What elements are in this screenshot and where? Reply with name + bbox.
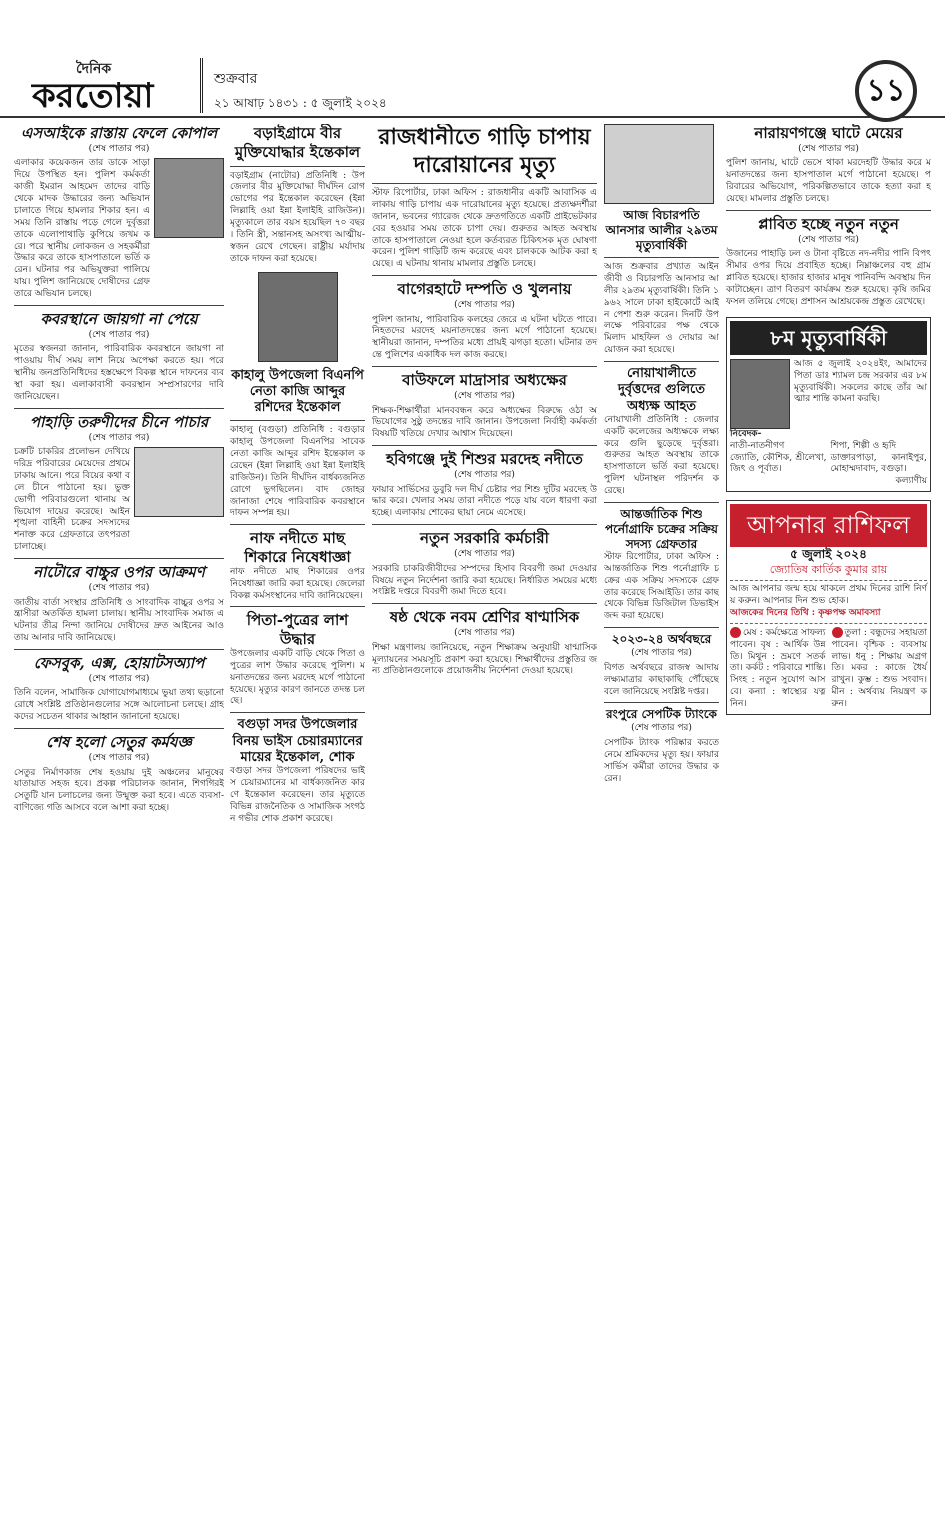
divider [604,257,719,258]
article-body: মৃতের স্বজনরা জানান, পারিবারিক কবরস্থানে জায়গা না পাওয়ায় দীর্ঘ সময় লাশ নিয়ে অপেক্ষা করতে হয়। পরে স্থানীয় জনপ্রতিনিধিদের হস্তক্ষেপে বিকল্প স্থানে দাফনের ব্যবস্থা করা হয়। এলাকাবাসী কবরস্থান সম্প্রসারণের দাবি জানিয়েছেন। [14,344,224,402]
obituary-photo [258,272,338,362]
article-continuation: (শেষ পাতার পর) [88,143,150,154]
article-headline: ফেসবুক, এক্স, হোয়াটসঅ্যাপ [33,654,205,672]
divider [230,524,365,525]
horoscope-right-text: তুলা : বন্ধুদের সহায়তা পাবেন। বৃশ্চিক : ব্যবসায় লাভ। ধনু : শিক্ষায় অগ্রগতি। মকর : কাজে ধৈর্য রাখুন। কুম্ভ : শুভ সংবাদ। মীন : অর্থব্যয় নিয়ন্ত্রণ করুন। [831,627,927,710]
article-continuation: (শেষ পাতার পর) [798,143,859,154]
page-number: ১১ [855,60,917,122]
article-headline: শেষ হলো সেতুর কর্মযজ্ঞ [46,733,192,752]
article-body: পুলিশ জানায়, পারিবারিক কলহের জেরে এ ঘটনা ঘটতে পারে। নিহতদের মরদেহ ময়নাতদন্তের জন্য মর্গে পাঠানো হয়েছে। স্থানীয়রা জানান, দম্পতির মধ্যে প্রায়ই ঝগড়া হতো। ঘটনার তদন্তে পুলিশের একাধিক দল কাজ করছে। [372,314,597,361]
divider [372,603,597,604]
article-headline: নোয়াখালীতে দুর্বৃত্তদের গুলিতে অধ্যক্ষ আহত [617,366,705,414]
issue-date: ২১ আষাঢ় ১৪৩১ : ৫ জুলাই ২০২৪ [214,96,387,110]
horoscope-date: ৫ জুলাই ২০২৪ [790,547,867,562]
horoscope-box [726,500,931,715]
logo: করতোয়া [32,76,154,116]
column-3 [372,124,597,1509]
divider [730,623,927,624]
article-body: চক্রটি চাকরির প্রলোভন দেখিয়ে দরিদ্র পরিবারের মেয়েদের প্রথমে ঢাকায় আনে। পরে বিয়ের কথা বলে চীনে পাঠানো হয়। ভুক্তভোগী পরিবারগুলো থানায় অভিযোগ দায়ের করেছে। আইনশৃঙ্খলা বাহিনী চক্রের সদস্যদের শনাক্ত করে গ্রেফতারে তৎপরতা চালাচ্ছে। [14,447,130,553]
article-headline: প্লাবিত হচ্ছে নতুন নতুন [758,214,899,233]
article-continuation: (শেষ পাতার পর) [454,628,515,638]
horoscope-left-text: মেষ : কর্মক্ষেত্রে সাফল্য পাবেন। বৃষ : আর্থিক উন্নতি। মিথুন : ভ্রমণে সতর্কতা। কর্কট : পরিবারে শান্তি। সিংহ : নতুন সুযোগ আসবে। কন্যা : স্বাস্থ্যের যত্ন নিন। [730,627,826,710]
horoscope-special: আজকের দিনের তিথি : কৃষ্ণপক্ষ অমাবস্যা [730,607,881,618]
divider [726,210,931,211]
article-body: সেপটিক ট্যাংক পরিষ্কার করতে নেমে শ্রমিকদের মৃত্যু হয়। ফায়ার সার্ভিস কর্মীরা তাদের উদ্ধার করেন। [604,738,719,784]
article-headline: ষষ্ঠ থেকে নবম শ্রেণির ষাণ্মাসিক [389,608,580,627]
article-body: বিগত অর্থবছরে রাজস্ব আদায় লক্ষ্যমাত্রার কাছাকাছি পৌঁছেছে বলে জানিয়েছে সংশ্লিষ্ট দপ্তর। [604,662,719,697]
divider [604,702,719,703]
article-body: ফায়ার সার্ভিসের ডুবুরি দল দীর্ঘ চেষ্টার পর শিশু দুটির মরদেহ উদ্ধার করে। খেলার সময় তারা নদীতে পড়ে যায় বলে ধারণা করা হচ্ছে। এলাকায় শোকের ছায়া নেমে এসেছে। [372,484,597,519]
article-continuation: (শেষ পাতার পর) [631,648,692,659]
divider [604,361,719,362]
article-continuation: (শেষ পাতার পর) [88,582,150,593]
zodiac-icon [832,627,843,638]
horoscope-right [832,627,928,711]
article-headline: নতুন সরকারি কর্মচারী [420,529,549,548]
article-continuation: (শেষ পাতার পর) [454,299,515,310]
divider [14,558,224,559]
article-body: শিক্ষক-শিক্ষার্থীরা মানববন্ধন করে অধ্যক্ষের বিরুদ্ধে ওঠা অভিযোগের সুষ্ঠু তদন্তের দাবি জানান। উপজেলা নির্বাহী কর্মকর্তা বিষয়টি খতিয়ে দেখার আশ্বাস দিয়েছেন। [372,405,597,440]
article-photo [154,158,224,238]
divider [604,627,719,628]
article-photo [134,447,224,517]
divider [372,445,597,446]
zodiac-icon [730,627,741,638]
article-body: বড়াইগ্রাম (নাটোর) প্রতিনিধি : উপজেলার বীর মুক্তিযোদ্ধা দীর্ঘদিন রোগভোগের পর ইন্তেকাল করেছেন (ইন্না লিল্লাহি ওয়া ইন্না ইলাইহি রাজিউন)। মৃত্যুকালে তার বয়স হয়েছিল ৭০ বছর। তিনি স্ত্রী, সন্তানসহ অসংখ্য আত্মীয়-স্বজন রেখে গেছেন। রাষ্ট্রীয় মর্যাদায় তাকে দাফন করা হয়েছে। [230,170,365,264]
article-body: পুলিশ জানায়, ঘাটে ভেসে থাকা মরদেহটি উদ্ধার করে ময়নাতদন্তের জন্য হাসপাতাল মর্গে পাঠানো হয়েছে। পরিবারের অভিযোগ, পরিকল্পিতভাবে তাকে হত্যা করা হয়েছে। মামলার প্রস্তুতি চলছে। [726,158,931,205]
article-headline: নাফ নদীতে মাছ শিকারে নিষেধাজ্ঞা [244,529,351,566]
article-body: নোয়াখালী প্রতিনিধি : জেলার একটি কলেজের অধ্যক্ষকে লক্ষ্য করে গুলি ছুড়েছে দুর্বৃত্তরা। গুরুতর আহত অবস্থায় তাকে হাসপাতালে ভর্তি করা হয়েছে। পুলিশ ঘটনাস্থল পরিদর্শন করেছে। [604,414,719,496]
notice-title: ৮ম মৃত্যুবার্ষিকী [730,321,927,355]
article-body: বগুড়া সদর উপজেলা পরিষদের ভাইস চেয়ারম্যানের মা বার্ধক্যজনিত কারণে ইন্তেকাল করেছেন। তার মৃত্যুতে বিভিন্ন রাজনৈতিক ও সামাজিক সংগঠন গভীর শোক প্রকাশ করেছে। [230,766,365,824]
article-headline: আজ বিচারপতি আনসার আলীর ২৯তম মৃত্যুবার্ষিকী [605,208,718,252]
article-body: সেতুর নির্মাণকাজ শেষ হওয়ায় দুই অঞ্চলের মানুষের যাতায়াত সহজ হবে। প্রকল্প পরিচালক জানান, শিগগিরই সেতুটি যান চলাচলের জন্য উন্মুক্ত করা হবে। এতে ব্যবসা-বাণিজ্যে গতি আসবে বলে আশা করা হচ্ছে। [14,767,224,814]
notice-side-label: কল্যাণীয় [895,476,927,487]
article-body: উজানের পাহাড়ি ঢল ও টানা বৃষ্টিতে নদ-নদীর পানি বিপৎসীমার ওপর দিয়ে প্রবাহিত হচ্ছে। নিম্নাঞ্চলের বহু গ্রাম প্লাবিত হয়েছে। হাজার হাজার মানুষ পানিবন্দি অবস্থায় দিন কাটাচ্ছেন। ত্রাণ বিতরণ কার্যক্রম শুরু হয়েছে। কৃষি জমির ফসল তলিয়ে গেছে। প্রশাসন আশ্রয়কেন্দ্র প্রস্তুত রেখেছে। [726,249,931,307]
horoscope-author: জ্যোতিষ কার্তিক কুমার রায় [769,562,888,576]
article-continuation: (শেষ পাতার পর) [454,469,515,480]
column-5 [726,124,931,1509]
article-headline: আন্তর্জাতিক শিশু পর্নোগ্রাফি চক্রের সক্রিয় সদস্য গ্রেফতার [604,506,719,551]
column-1 [14,124,224,1509]
divider [372,275,597,276]
article-continuation: (শেষ পাতার পর) [454,390,515,401]
issue-day: শুক্রবার [214,71,258,87]
article-continuation: (শেষ পাতার পর) [454,548,515,559]
lead-headline-line1: রাজধানীতে গাড়ি চাপায় [378,124,591,150]
article-headline: এসআইকে রাস্তায় ফেলে কোপাল [20,124,218,142]
column-2 [230,124,365,1509]
article-headline: কাহালু উপজেলা বিএনপি নেতা কাজি আব্দুর রশিদের ইন্তেকাল [231,367,364,415]
article-continuation: (শেষ পাতার পর) [88,752,150,763]
article-body: শিক্ষা মন্ত্রণালয় জানিয়েছে, নতুন শিক্ষাক্রম অনুযায়ী ষাণ্মাসিক মূল্যায়নের সময়সূচি প্রকাশ করা হয়েছে। শিক্ষার্থীদের প্রস্তুতির জন্য প্রতিষ্ঠানগুলোকে প্রয়োজনীয় নির্দেশনা দেওয়া হয়েছে। [372,642,597,677]
article-body: সরকারি চাকরিজীবীদের সম্পদের হিসাব বিবরণী জমা দেওয়ার বিষয়ে নতুন নির্দেশনা জারি করা হয়েছে। নির্ধারিত সময়ের মধ্যে সংশ্লিষ্ট দপ্তরে বিবরণী জমা দিতে হবে। [372,563,597,598]
article-body: আজ শুক্রবার প্রখ্যাত আইনজীবী ও বিচারপতি আনসার আলীর ২৯তম মৃত্যুবার্ষিকী। তিনি ১৯৬২ সালে ঢাকা হাইকোর্টে আইন পেশা শুরু করেন। দিনটি উপলক্ষে পরিবারের পক্ষ থেকে মিলাদ মাহফিল ও দোয়ার আয়োজন করা হয়েছে। [604,262,719,356]
article-headline: হবিগঞ্জে দুই শিশুর মরদেহ নদীতে [386,450,583,469]
horoscope-intro: আজ আপনার জন্ম হয়ে থাকলে প্রথম দিনের রাশি নির্ণয় করুন। আপনার দিন শুভ হোক। [730,584,927,607]
article-headline: বগুড়া সদর উপজেলার বিনয় ভাইস চেয়ারম্যানের মায়ের ইন্তেকাল, শোক [232,717,363,765]
divider [372,524,597,525]
article-body: তিনি বলেন, সামাজিক যোগাযোগমাধ্যমে ভুয়া তথ্য ছড়ানো রোধে সংশ্লিষ্ট প্রতিষ্ঠানগুলোর সঙ্গে আলোচনা চলছে। গ্রাহকদের সচেতন থাকার আহ্বান জানানো হয়েছে। [14,688,224,723]
notice-grandchildren: নাতী-নাতনীগণ জ্যোতি, কৌশিক, শ্রীলেখা, জিৎ ও পূর্বাত। [730,440,827,475]
article-headline: পাহাড়ি তরুণীদের চীনে পাচার [29,412,209,431]
article-continuation: (শেষ পাতার পর) [798,234,859,245]
divider [230,420,365,421]
portrait-photo [604,124,714,204]
article-body: নাফ নদীতে মাছ শিকারের ওপর নিষেধাজ্ঞা জারি করা হয়েছে। জেলেরা বিকল্প কর্মসংস্থানের দাবি জানিয়েছেন। [230,566,365,601]
divider [604,502,719,503]
article-headline: রংপুরে সেপটিক ট্যাংকে [606,707,717,722]
article-headline: নাটোরে বাচ্চুর ওপর আক্রমণ [33,563,205,582]
article-body: কাহালু (বগুড়া) প্রতিনিধি : বগুড়ার কাহালু উপজেলা বিএনপির সাবেক নেতা কাজি আব্দুর রশিদ ইন্তেকাল করেছেন (ইন্না লিল্লাহি ওয়া ইন্না ইলাইহি রাজিউন)। তিনি দীর্ঘদিন বার্ধক্যজনিত রোগে ভুগছিলেন। বাদ জোহর জানাজা শেষে পারিবারিক কবরস্থানে দাফন সম্পন্ন হয়। [230,425,365,519]
article-continuation: (শেষ পাতার পর) [88,432,150,443]
article-headline: কবরস্থানে জায়গা না পেয়ে [40,309,198,328]
article-continuation: (শেষ পাতার পর) [88,673,150,684]
masthead [0,0,945,118]
article-body: জাতীয় বার্তা সংস্থার প্রতিনিধি ও সাংবাদিক বাচ্চুর ওপর সন্ত্রাসীরা অতর্কিত হামলা চালায়। স্থানীয় সাংবাদিক সমাজ এ ঘটনার তীব্র নিন্দা জানিয়ে দোষীদের দ্রুত আইনের আওতায় আনার দাবি জানিয়েছে। [14,597,224,644]
divider [14,649,224,650]
divider [14,728,224,729]
column-4 [604,124,719,1509]
notice-by-label: নিবেদক- [730,428,762,439]
divider [372,366,597,367]
divider [230,712,365,713]
article-headline: বড়াইগ্রামে বীর মুক্তিযোদ্ধার ইন্তেকাল [234,124,361,161]
divider [230,606,365,607]
logo-small-title: দৈনিক [76,61,112,77]
article-headline: নারায়ণগঞ্জে ঘাটে মেয়ের [754,124,903,142]
logo-block [28,58,203,116]
divider [14,305,224,306]
horoscope-title: আপনার রাশিফল [730,504,927,547]
horoscope-left [730,627,826,711]
article-headline: ২০২৩-২৪ অর্থবছরে [611,632,712,647]
article-body: স্টাফ রিপোর্টার, ঢাকা অফিস : আন্তর্জাতিক শিশু পর্নোগ্রাফি চক্রের এক সক্রিয় সদস্যকে গ্রেফতার করেছে সিআইডি। তার কাছ থেকে বিভিন্ন ডিজিটাল ডিভাইস জব্দ করা হয়েছে। [604,551,719,622]
article-body: স্টাফ রিপোর্টার, ঢাকা অফিস : রাজধানীর একটি আবাসিক এলাকায় গাড়ি চাপায় এক দারোয়ানের মৃত্যু হয়েছে। প্রত্যক্ষদর্শীরা জানান, ভবনের গ্যারেজ থেকে দ্রুতগতিতে একটি প্রাইভেটকার বের হওয়ার সময় তাকে চাপা দেয়। গুরুতর আহত অবস্থায় তাকে হাসপাতালে নেওয়া হলে কর্তব্যরত চিকিৎসক মৃত ঘোষণা করেন। পুলিশ গাড়িটি জব্দ করেছে এবং চালককে আটক করা হয়েছে। এ ঘটনায় থানায় মামলার প্রস্তুতি চলছে। [372,188,597,270]
notice-children: শিপা, শিল্পী ও হৃদি ডাক্তারপাড়া, কানাইপুর, মোহাম্মদাবাদ, বগুড়া। [830,440,927,475]
article-headline: বাউফলে মাদ্রাসার অধ্যক্ষের [402,371,567,390]
article-continuation: (শেষ পাতার পর) [631,723,692,734]
article-continuation: (শেষ পাতার পর) [88,329,150,340]
notice-text: আজ ৫ জুলাই ২০২৪ইং, আমাদের পিতা ডাঃ শ্যামল চন্দ্র সরকার এর ৮ম মৃত্যুবার্ষিকী। সকলের কাছে তাঁর আত্মার শান্তি কামনা করছি। [794,358,927,405]
divider [372,183,597,184]
article-body: উপজেলার একটি বাড়ি থেকে পিতা ও পুত্রের লাশ উদ্ধার করেছে পুলিশ। ময়নাতদন্তের জন্য মরদেহ মর্গে পাঠানো হয়েছে। মৃত্যুর কারণ জানতে তদন্ত চলছে। [230,648,365,707]
article-body: এলাকার কয়েকজন তার ডাকে সাড়া দিয়ে উপস্থিত হন। পুলিশ কর্মকর্তা কাজী ইমরান আহমেদ তাদের বাড়ি থেকে মাদক উদ্ধারের জন্য অভিযান চালাতে গিয়ে হামলার শিকার হন। এ সময় তিনি রাস্তায় পড়ে গেলে দুর্বৃত্তরা তাকে এলোপাথাড়ি কুপিয়ে জখম করে। পরে স্থানীয় লোকজন ও সহকর্মীরা উদ্ধার করে তাকে হাসপাতালে ভর্তি করেন। ঘটনার পর অভিযুক্তরা পালিয়ে যায়। পুলিশ জানিয়েছে দোষীদের গ্রেফতারে অভিযান চলছে। [14,158,150,300]
lead-headline-line2: দারোয়ানের মৃত্যু [413,151,556,178]
divider [14,408,224,409]
death-anniversary-notice [726,317,931,492]
notice-photo [730,359,790,429]
article-headline: পিতা-পুত্রের লাশ উদ্ধার [246,611,349,649]
article-headline: বাগেরহাটে দম্পতি ও খুলনায় [397,280,572,299]
divider [730,580,927,581]
divider [230,166,365,167]
